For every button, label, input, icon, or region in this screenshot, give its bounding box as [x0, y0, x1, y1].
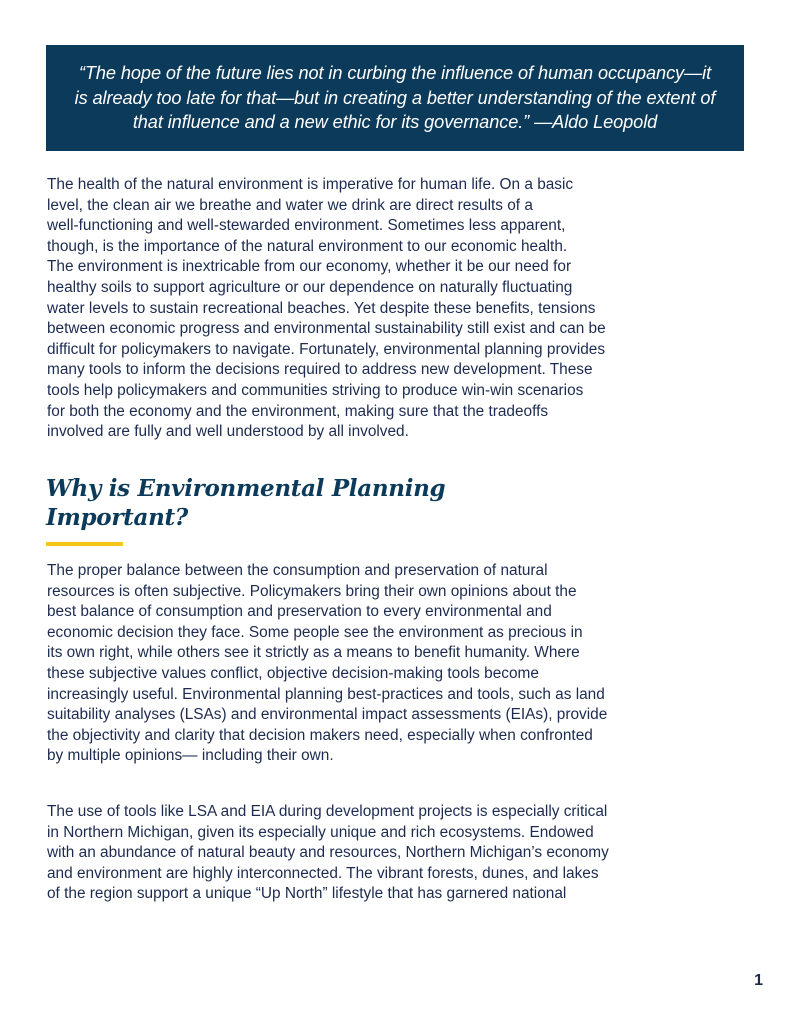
paragraph-line: the objectivity and clarity that decision makers need, especially when confronted [47, 726, 593, 744]
intro-paragraph [47, 175, 737, 443]
paragraph-line: between economic progress and environmental sustainability still exist and can be [47, 320, 606, 338]
paragraph-line: well-functioning and well-stewarded environment. Sometimes less apparent, [47, 217, 566, 235]
paragraph-line: The health of the natural environment is imperative for human life. On a basic [47, 176, 574, 193]
page-number: 1 [754, 972, 763, 989]
paragraph-line: and environment are highly interconnected. The vibrant forests, dunes, and lakes [47, 864, 599, 882]
paragraph-line: though, is the importance of the natural environment to our economic health. [47, 237, 568, 255]
paragraph-line: level, the clean air we breathe and water we drink are direct results of a [47, 196, 533, 214]
paragraph-line: The use of tools like LSA and EIA during development projects is especially critical [47, 803, 608, 820]
quote-line: is already too late for that—but in creating a better understanding of the extent of [74, 87, 716, 108]
heading-line: Why is Environmental Planning [46, 475, 446, 502]
paragraph-line: healthy soils to support agriculture or our dependence on naturally fluctuating [47, 278, 573, 296]
paragraph-line: of the region support a unique “Up North” lifestyle that has garnered national [47, 885, 567, 903]
paragraph-line: involved are fully and well understood by all involved. [47, 423, 409, 441]
paragraph-line: its own right, while others see it strictly as a means to benefit humanity. Where [47, 644, 580, 662]
paragraph-line: with an abundance of natural beauty and resources, Northern Michigan’s economy [47, 844, 609, 862]
paragraph-line: for both the economy and the environment, making sure that the tradeoffs [47, 402, 549, 420]
paragraph-line: many tools to inform the decisions required to address new development. These [47, 361, 593, 379]
heading-line: Important? [46, 504, 188, 531]
paragraph-line: water levels to sustain recreational beaches. Yet despite these benefits, tensions [47, 299, 596, 317]
section-paragraph [47, 802, 737, 905]
quote-line: that influence and a new ethic for its governance.” —Aldo Leopold [132, 112, 658, 132]
paragraph-line: tools help policymakers and communities striving to produce win-win scenarios [47, 381, 584, 399]
pull-quote-box [46, 45, 744, 151]
quote-line: “The hope of the future lies not in curbing the influence of human occupancy—it [78, 63, 712, 83]
paragraph-line: resources is often subjective. Policymakers bring their own opinions about the [47, 582, 577, 600]
section-paragraph [47, 561, 737, 767]
paragraph-line: The proper balance between the consumption and preservation of natural [47, 562, 548, 579]
paragraph-line: in Northern Michigan, given its especially unique and rich ecosystems. Endowed [47, 823, 594, 841]
paragraph-line: economic decision they face. Some people see the environment as precious in [47, 623, 583, 641]
paragraph-line: The environment is inextricable from our economy, whether it be our need for [47, 258, 572, 276]
paragraph-line: suitability analyses (LSAs) and environmental impact assessments (EIAs), provide [47, 706, 608, 724]
heading-accent-underline [46, 542, 123, 546]
pull-quote [74, 61, 716, 135]
paragraph-line: increasingly useful. Environmental planning best-practices and tools, such as land [47, 685, 605, 703]
paragraph-line: by multiple opinions— including their own. [47, 747, 334, 765]
paragraph-line: difficult for policymakers to navigate. Fortunately, environmental planning provides [47, 340, 606, 358]
paragraph-line: these subjective values conflict, objective decision-making tools become [47, 664, 539, 682]
section-heading [46, 474, 445, 532]
paragraph-line: best balance of consumption and preservation to every environmental and [47, 603, 552, 621]
